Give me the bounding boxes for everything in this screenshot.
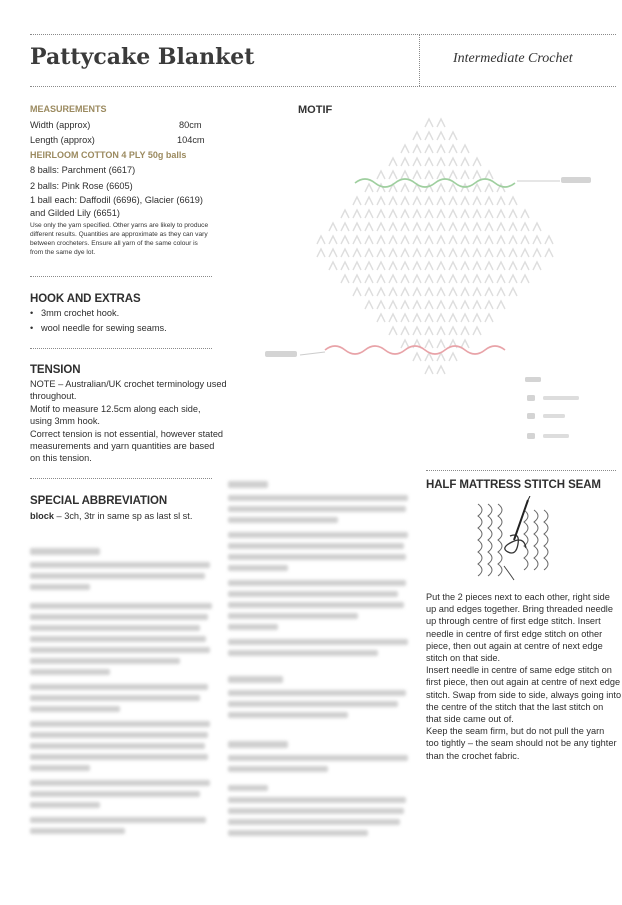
motif-stitch-mark <box>413 301 421 309</box>
tension-line: throughout. <box>30 391 77 401</box>
motif-stitch-mark <box>521 262 529 270</box>
motif-stitch-mark <box>437 236 445 244</box>
motif-stitch-mark <box>437 145 445 153</box>
motif-stitch-mark <box>497 288 505 296</box>
motif-stitch-mark <box>425 236 433 244</box>
motif-stitch-mark <box>521 275 529 283</box>
motif-stitch-mark <box>425 327 433 335</box>
section-rule <box>30 478 212 479</box>
motif-stitch-mark <box>413 158 421 166</box>
motif-stitch-mark <box>437 288 445 296</box>
motif-stitch-mark <box>497 301 505 309</box>
motif-stitch-mark <box>353 236 361 244</box>
motif-stitch-mark <box>473 171 481 179</box>
motif-stitch-mark <box>401 327 409 335</box>
motif-stitch-mark <box>473 249 481 257</box>
motif-stitch-mark <box>461 288 469 296</box>
motif-stitch-mark <box>365 275 373 283</box>
motif-stitch-mark <box>473 223 481 231</box>
motif-stitch-mark <box>485 249 493 257</box>
motif-stitch-mark <box>449 288 457 296</box>
motif-stitch-mark <box>353 223 361 231</box>
motif-stitch-mark <box>425 158 433 166</box>
motif-stitch-mark <box>461 262 469 270</box>
motif-stitch-mark <box>473 197 481 205</box>
section-rule <box>30 348 212 349</box>
motif-stitch-mark <box>545 249 553 257</box>
motif-stitch-mark <box>485 236 493 244</box>
motif-stitch-mark <box>533 223 541 231</box>
motif-stitch-mark <box>413 353 421 361</box>
motif-stitch-mark <box>437 184 445 192</box>
motif-stitch-mark <box>485 288 493 296</box>
motif-stitch-mark <box>401 288 409 296</box>
motif-key <box>525 377 579 439</box>
motif-stitch-mark <box>401 145 409 153</box>
motif-stitch-mark <box>317 236 325 244</box>
motif-pink-callout <box>265 351 297 357</box>
motif-stitch-mark <box>377 249 385 257</box>
motif-stitch-mark <box>377 275 385 283</box>
motif-stitch-mark <box>365 210 373 218</box>
header-divider <box>419 34 420 86</box>
motif-stitch-mark <box>473 301 481 309</box>
motif-stitch-mark <box>365 288 373 296</box>
motif-stitch-mark <box>401 249 409 257</box>
seam-line: up and edges together. Bring threaded needle <box>426 604 613 615</box>
special-heading: SPECIAL ABBREVIATION <box>30 495 168 507</box>
motif-stitch-mark <box>365 262 373 270</box>
motif-stitch-mark <box>473 262 481 270</box>
motif-stitch-mark <box>461 275 469 283</box>
motif-stitch-mark <box>413 171 421 179</box>
tension-line: measurements and yarn quantities are based <box>30 441 215 451</box>
motif-stitch-mark <box>485 171 493 179</box>
motif-stitch-mark <box>449 210 457 218</box>
motif-stitch-mark <box>353 275 361 283</box>
motif-stitch-mark <box>389 288 397 296</box>
motif-green-callout <box>561 177 591 183</box>
motif-stitch-mark <box>497 275 505 283</box>
motif-stitch-mark <box>353 197 361 205</box>
motif-stitch-mark <box>449 158 457 166</box>
seam-line: stitch. Swap from side to side, always going into <box>426 689 622 700</box>
motif-stitch-mark <box>401 275 409 283</box>
motif-stitch-mark <box>509 262 517 270</box>
yarn-line: 2 balls: Pink Rose (6605) <box>30 181 133 191</box>
motif-stitch-mark <box>437 249 445 257</box>
motif-stitch-mark <box>389 236 397 244</box>
motif-stitch-mark <box>485 223 493 231</box>
motif-stitch-mark <box>329 223 337 231</box>
motif-stitch-mark <box>449 145 457 153</box>
motif-stitch-mark <box>425 210 433 218</box>
motif-stitch-mark <box>521 210 529 218</box>
motif-stitch-mark <box>497 210 505 218</box>
page-title: Pattycake Blanket <box>30 44 255 70</box>
motif-pink-pointer <box>300 352 325 355</box>
motif-stitch-mark <box>365 249 373 257</box>
motif-stitch-mark <box>329 249 337 257</box>
motif-stitch-mark <box>437 262 445 270</box>
motif-stitch-mark <box>317 249 325 257</box>
motif-stitch-mark <box>449 353 457 361</box>
motif-stitch-mark <box>509 249 517 257</box>
motif-stitch-mark <box>425 145 433 153</box>
motif-stitch-mark <box>377 288 385 296</box>
motif-stitch-mark <box>485 262 493 270</box>
motif-stitch-mark <box>425 197 433 205</box>
motif-stitch-mark <box>449 184 457 192</box>
motif-stitch-mark <box>461 314 469 322</box>
motif-stitch-mark <box>353 249 361 257</box>
motif-stitch-mark <box>545 236 553 244</box>
motif-stitch-mark <box>425 366 433 374</box>
seam-line: Put the 2 pieces next to each other, right side <box>426 592 610 602</box>
motif-stitch-mark <box>341 223 349 231</box>
motif-stitch-mark <box>401 262 409 270</box>
motif-stitch-mark <box>449 301 457 309</box>
width-label: Width (approx) <box>30 120 91 130</box>
motif-stitch-mark <box>425 262 433 270</box>
seam-line: up through centre of first edge stitch. Insert <box>426 616 601 627</box>
seam-line: stitch on that side. <box>426 653 501 663</box>
motif-stitch-mark <box>449 314 457 322</box>
motif-stitch-mark <box>449 249 457 257</box>
motif-stitch-mark <box>509 288 517 296</box>
motif-stitch-mark <box>485 275 493 283</box>
motif-stitch-mark <box>473 314 481 322</box>
motif-stitch-mark <box>377 314 385 322</box>
motif-stitch-mark <box>437 366 445 374</box>
hook-heading: HOOK AND EXTRAS <box>30 293 141 305</box>
motif-stitch-mark <box>365 301 373 309</box>
motif-stitch-mark <box>437 171 445 179</box>
motif-stitch-mark <box>377 197 385 205</box>
motif-chart-diagram <box>255 115 615 460</box>
motif-stitch-mark <box>533 262 541 270</box>
yarn-note-line: between crocheters. Ensure all yarn of the same colour is <box>30 240 198 247</box>
motif-stitch-mark <box>473 184 481 192</box>
motif-stitch-mark <box>485 197 493 205</box>
seam-top-rule <box>426 470 616 471</box>
motif-stitch-mark <box>449 223 457 231</box>
motif-stitch-mark <box>413 288 421 296</box>
motif-stitch-mark <box>533 236 541 244</box>
motif-stitch-mark <box>401 197 409 205</box>
motif-stitch-mark <box>497 249 505 257</box>
motif-stitch-mark <box>425 223 433 231</box>
motif-stitch-mark <box>497 236 505 244</box>
motif-stitch-mark <box>437 197 445 205</box>
motif-stitch-mark <box>461 171 469 179</box>
seam-line: first piece, then out again at centre of next edge <box>426 677 621 688</box>
motif-stitch-mark <box>437 275 445 283</box>
motif-stitch-mark <box>461 145 469 153</box>
yarn-note-line: from the same dye lot. <box>30 249 96 256</box>
motif-stitch-mark <box>329 262 337 270</box>
motif-stitch-mark <box>437 314 445 322</box>
motif-stitch-grid <box>317 119 553 374</box>
motif-stitch-mark <box>509 210 517 218</box>
motif-stitch-mark <box>437 327 445 335</box>
motif-stitch-mark <box>533 249 541 257</box>
motif-stitch-mark <box>365 223 373 231</box>
motif-stitch-mark <box>449 262 457 270</box>
seam-illustration <box>470 496 560 582</box>
motif-stitch-mark <box>521 236 529 244</box>
motif-pink-row <box>325 346 505 354</box>
seam-line: Insert needle in centre of same edge stitch on <box>426 665 612 676</box>
motif-stitch-mark <box>389 262 397 270</box>
motif-stitch-mark <box>509 197 517 205</box>
seam-line: the centre of the stitch that the last stitch on <box>426 701 604 712</box>
hook-item: • 3mm crochet hook. <box>30 307 119 319</box>
seam-line: needle in centre of first edge stitch on other <box>426 628 603 639</box>
motif-green-row <box>355 179 515 187</box>
motif-stitch-mark <box>413 249 421 257</box>
motif-stitch-mark <box>353 288 361 296</box>
motif-stitch-mark <box>389 158 397 166</box>
yarn-note-line: different results. Quantities are approximate as they can vary <box>30 231 208 238</box>
motif-stitch-mark <box>365 197 373 205</box>
motif-stitch-mark <box>401 301 409 309</box>
motif-stitch-mark <box>389 171 397 179</box>
yarn-note-line: Use only the yarn specified. Other yarns are likely to produce <box>30 222 209 229</box>
motif-stitch-mark <box>377 223 385 231</box>
motif-stitch-mark <box>521 249 529 257</box>
seam-line: than the crochet fabric. <box>426 750 520 761</box>
motif-stitch-mark <box>437 132 445 140</box>
motif-stitch-mark <box>509 236 517 244</box>
yarn-line: and Gilded Lily (6651) <box>30 208 120 218</box>
motif-stitch-mark <box>485 314 493 322</box>
motif-stitch-mark <box>521 223 529 231</box>
motif-stitch-mark <box>473 275 481 283</box>
special-definition-text: – 3ch, 3tr in same sp as last sl st. <box>54 511 193 521</box>
motif-stitch-mark <box>425 288 433 296</box>
motif-stitch-mark <box>341 210 349 218</box>
motif-stitch-mark <box>425 340 433 348</box>
motif-stitch-mark <box>437 223 445 231</box>
motif-stitch-mark <box>425 132 433 140</box>
motif-stitch-mark <box>413 197 421 205</box>
motif-stitch-mark <box>389 275 397 283</box>
motif-stitch-mark <box>329 236 337 244</box>
motif-stitch-mark <box>461 327 469 335</box>
motif-stitch-mark <box>449 275 457 283</box>
motif-stitch-mark <box>413 236 421 244</box>
motif-stitch-mark <box>401 223 409 231</box>
motif-stitch-mark <box>485 210 493 218</box>
header-top-rule <box>30 34 616 35</box>
measurements-heading: MEASUREMENTS <box>30 104 107 114</box>
tension-line: on this tension. <box>30 453 92 463</box>
motif-heading: MOTIF <box>298 104 333 116</box>
motif-stitch-mark <box>389 249 397 257</box>
motif-stitch-mark <box>377 236 385 244</box>
motif-stitch-mark <box>425 249 433 257</box>
motif-stitch-mark <box>377 262 385 270</box>
motif-stitch-mark <box>461 158 469 166</box>
header-bottom-rule <box>30 86 616 87</box>
motif-stitch-mark <box>497 262 505 270</box>
motif-stitch-mark <box>413 145 421 153</box>
motif-stitch-mark <box>461 236 469 244</box>
motif-stitch-mark <box>509 275 517 283</box>
seam-line: Keep the seam firm, but do not pull the yarn <box>426 726 605 737</box>
motif-stitch-mark <box>461 184 469 192</box>
length-value: 104cm <box>177 135 205 145</box>
width-value: 80cm <box>179 120 202 130</box>
motif-stitch-mark <box>437 119 445 127</box>
motif-stitch-mark <box>449 171 457 179</box>
motif-stitch-mark <box>413 314 421 322</box>
motif-stitch-mark <box>473 236 481 244</box>
motif-stitch-mark <box>425 301 433 309</box>
motif-stitch-mark <box>401 184 409 192</box>
motif-stitch-mark <box>425 314 433 322</box>
motif-stitch-mark <box>461 223 469 231</box>
motif-stitch-mark <box>461 249 469 257</box>
tension-line: Correct tension is not essential, however stated <box>30 429 224 439</box>
motif-stitch-mark <box>413 275 421 283</box>
motif-stitch-mark <box>401 158 409 166</box>
motif-stitch-mark <box>497 223 505 231</box>
yarn-line: 1 ball each: Daffodil (6696), Glacier (6619) <box>30 195 203 205</box>
motif-stitch-mark <box>449 197 457 205</box>
motif-stitch-mark <box>401 340 409 348</box>
motif-stitch-mark <box>389 210 397 218</box>
motif-stitch-mark <box>473 158 481 166</box>
motif-stitch-mark <box>389 223 397 231</box>
motif-stitch-mark <box>353 210 361 218</box>
motif-stitch-mark <box>389 327 397 335</box>
motif-stitch-mark <box>389 301 397 309</box>
motif-stitch-mark <box>413 262 421 270</box>
motif-stitch-mark <box>341 249 349 257</box>
motif-stitch-mark <box>449 327 457 335</box>
motif-stitch-mark <box>497 197 505 205</box>
seam-line: piece, then out again at centre of next edge <box>426 640 603 651</box>
length-label: Length (approx) <box>30 135 95 145</box>
seam-line: too tightly – the seam should not be any tighter <box>426 738 617 749</box>
motif-stitch-mark <box>461 301 469 309</box>
motif-stitch-mark <box>473 288 481 296</box>
motif-stitch-mark <box>341 236 349 244</box>
motif-stitch-mark <box>425 119 433 127</box>
motif-stitch-mark <box>473 327 481 335</box>
motif-stitch-mark <box>377 171 385 179</box>
motif-stitch-mark <box>449 236 457 244</box>
motif-stitch-mark <box>365 184 373 192</box>
tension-line: using 3mm hook. <box>30 416 100 426</box>
motif-stitch-mark <box>461 210 469 218</box>
motif-stitch-mark <box>389 197 397 205</box>
motif-stitch-mark <box>425 275 433 283</box>
motif-stitch-mark <box>401 171 409 179</box>
special-definition <box>30 510 192 522</box>
motif-stitch-mark <box>389 314 397 322</box>
motif-stitch-mark <box>365 236 373 244</box>
tension-line: NOTE – Australian/UK crochet terminology used <box>30 379 227 389</box>
motif-stitch-mark <box>449 132 457 140</box>
motif-stitch-mark <box>401 210 409 218</box>
section-rule <box>30 276 212 277</box>
motif-stitch-mark <box>509 223 517 231</box>
motif-stitch-mark <box>341 262 349 270</box>
seam-heading: HALF MATTRESS STITCH SEAM <box>426 479 601 491</box>
motif-stitch-mark <box>353 262 361 270</box>
motif-stitch-mark <box>437 210 445 218</box>
hook-item: • wool needle for sewing seams. <box>30 322 167 334</box>
motif-stitch-mark <box>461 197 469 205</box>
motif-stitch-mark <box>437 340 445 348</box>
motif-stitch-mark <box>401 314 409 322</box>
skill-level: Intermediate Crochet <box>453 51 573 66</box>
motif-stitch-mark <box>437 301 445 309</box>
yarn-line: 8 balls: Parchment (6617) <box>30 165 136 175</box>
seam-line: that side came out of. <box>426 714 514 724</box>
motif-stitch-mark <box>341 275 349 283</box>
motif-stitch-mark <box>425 171 433 179</box>
motif-stitch-mark <box>413 132 421 140</box>
motif-stitch-mark <box>377 210 385 218</box>
yarn-heading: HEIRLOOM COTTON 4 PLY 50g balls <box>30 150 187 160</box>
special-term: block <box>30 511 54 521</box>
motif-stitch-mark <box>461 340 469 348</box>
motif-stitch-mark <box>485 184 493 192</box>
tension-heading: TENSION <box>30 364 81 376</box>
tension-line: Motif to measure 12.5cm along each side, <box>30 404 201 414</box>
motif-stitch-mark <box>413 223 421 231</box>
motif-stitch-mark <box>485 301 493 309</box>
motif-stitch-mark <box>413 210 421 218</box>
motif-stitch-mark <box>473 210 481 218</box>
motif-stitch-mark <box>377 301 385 309</box>
motif-stitch-mark <box>401 236 409 244</box>
motif-stitch-mark <box>437 158 445 166</box>
motif-stitch-mark <box>413 327 421 335</box>
